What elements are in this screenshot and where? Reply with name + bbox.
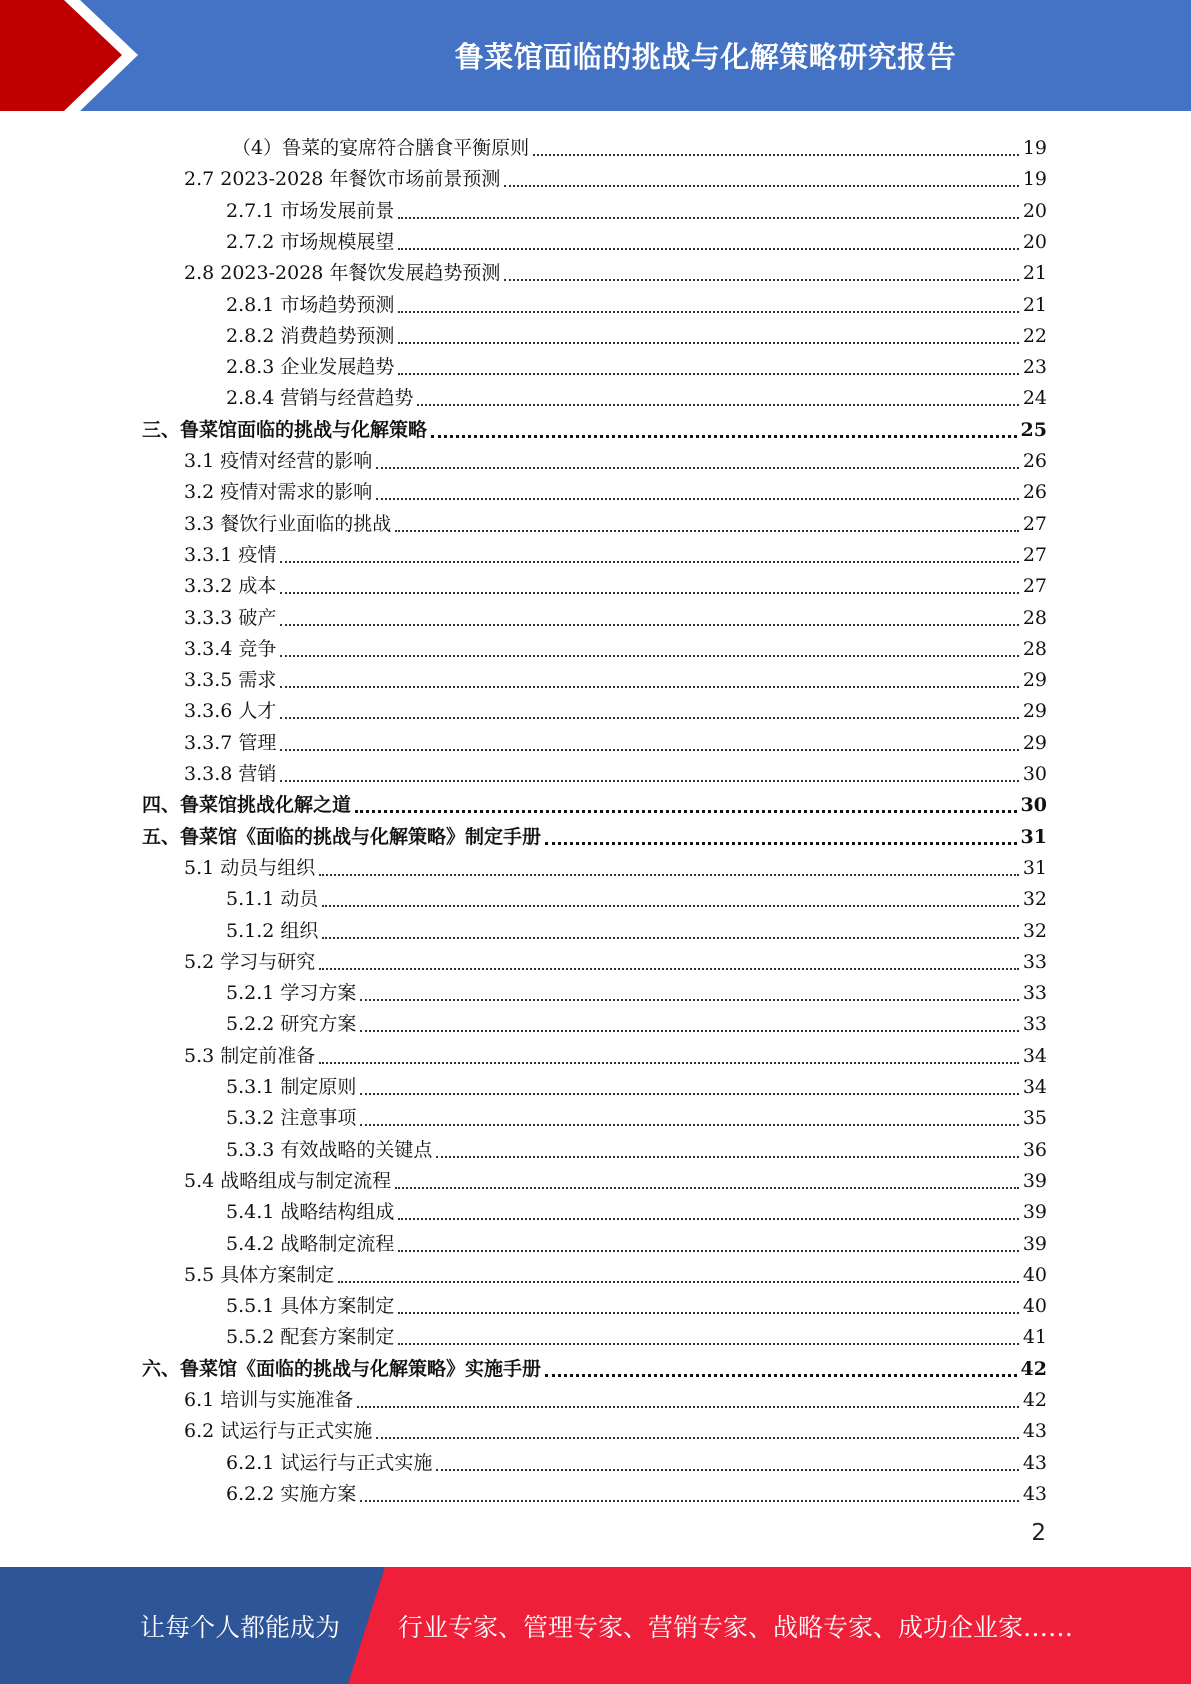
toc-entry-page: 30 bbox=[1020, 794, 1047, 817]
toc-dot-leader bbox=[376, 498, 1019, 500]
toc-entry-page: 19 bbox=[1022, 137, 1047, 159]
toc-dot-leader bbox=[360, 1030, 1018, 1032]
toc-entry-label: 五、鲁菜馆《面临的挑战与化解策略》制定手册 bbox=[142, 825, 542, 848]
toc-dot-leader bbox=[398, 311, 1018, 313]
toc-entry-label: 5.2.2 研究方案 bbox=[226, 1013, 357, 1036]
toc-dot-leader bbox=[360, 1500, 1018, 1502]
toc-entry-page: 25 bbox=[1020, 418, 1047, 441]
toc-entry-label: 2.8.2 消费趋势预测 bbox=[226, 324, 395, 347]
toc-entry-label: 3.3.7 管理 bbox=[184, 731, 277, 754]
toc-dot-leader bbox=[360, 999, 1018, 1001]
toc-entry[interactable] bbox=[232, 128, 1047, 159]
toc-entry-label: 5.4.1 战略结构组成 bbox=[226, 1201, 395, 1224]
toc-entry[interactable] bbox=[226, 378, 1047, 409]
toc-dot-leader bbox=[398, 1218, 1018, 1220]
toc-entry-page: 29 bbox=[1022, 669, 1047, 692]
toc-entry-page: 42 bbox=[1020, 1357, 1047, 1380]
toc-entry-label: 5.2 学习与研究 bbox=[184, 950, 316, 973]
toc-entry-page: 32 bbox=[1022, 888, 1047, 911]
toc-entry-label: （4）鲁菜的宴席符合膳食平衡原则 bbox=[232, 137, 530, 159]
toc-dot-leader bbox=[398, 1250, 1018, 1252]
toc-entry[interactable] bbox=[226, 1224, 1047, 1255]
toc-entry-page: 34 bbox=[1022, 1044, 1047, 1067]
toc-entry-label: 2.8.4 营销与经营趋势 bbox=[226, 387, 414, 410]
toc-entry-label: 3.3 餐饮行业面临的挑战 bbox=[184, 512, 392, 535]
toc-entry-page: 19 bbox=[1022, 168, 1047, 191]
toc-entry-label: 6.2.1 试运行与正式实施 bbox=[226, 1451, 433, 1474]
toc-entry[interactable] bbox=[226, 1067, 1047, 1098]
toc-entry[interactable] bbox=[142, 1349, 1047, 1380]
toc-entry-page: 31 bbox=[1020, 825, 1047, 848]
header-arrow-decoration bbox=[0, 0, 150, 111]
toc-entry-label: 3.3.5 需求 bbox=[184, 669, 277, 692]
toc-dot-leader bbox=[360, 1124, 1018, 1126]
toc-dot-leader bbox=[545, 842, 1017, 845]
toc-entry-page: 41 bbox=[1022, 1326, 1047, 1349]
toc-dot-leader bbox=[398, 1343, 1018, 1345]
toc-entry-label: 3.2 疫情对需求的影响 bbox=[184, 481, 373, 504]
toc-entry-page: 28 bbox=[1022, 637, 1047, 660]
toc-entry[interactable] bbox=[184, 472, 1047, 503]
toc-entry[interactable] bbox=[184, 723, 1047, 754]
toc-entry-page: 35 bbox=[1022, 1107, 1047, 1130]
page-header bbox=[0, 0, 1191, 111]
toc-dot-leader bbox=[280, 624, 1018, 626]
toc-dot-leader bbox=[417, 404, 1018, 406]
toc-entry-page: 43 bbox=[1022, 1482, 1047, 1505]
toc-entry[interactable] bbox=[226, 1130, 1047, 1161]
toc-entry-page: 22 bbox=[1022, 324, 1047, 347]
toc-entry-page: 31 bbox=[1022, 856, 1047, 879]
toc-dot-leader bbox=[398, 1312, 1018, 1314]
toc-entry-page: 43 bbox=[1022, 1420, 1047, 1443]
toc-entry-label: 2.8.1 市场趋势预测 bbox=[226, 293, 395, 316]
toc-dot-leader bbox=[376, 1437, 1019, 1439]
toc-dot-leader bbox=[398, 217, 1018, 219]
toc-dot-leader bbox=[280, 561, 1018, 563]
toc-entry-label: 5.5.2 配套方案制定 bbox=[226, 1326, 395, 1349]
toc-entry[interactable] bbox=[184, 691, 1047, 722]
toc-entry[interactable] bbox=[226, 911, 1047, 942]
toc-entry[interactable] bbox=[226, 1474, 1047, 1505]
toc-entry-page: 39 bbox=[1022, 1169, 1047, 1192]
toc-entry-page: 26 bbox=[1022, 450, 1047, 472]
toc-dot-leader bbox=[545, 1374, 1017, 1377]
toc-entry-label: 6.1 培训与实施准备 bbox=[184, 1389, 354, 1411]
toc-entry[interactable] bbox=[184, 1255, 1047, 1286]
toc-dot-leader bbox=[398, 373, 1018, 375]
toc-dot-leader bbox=[436, 1156, 1018, 1158]
toc-dot-leader bbox=[398, 248, 1018, 250]
toc-entry[interactable] bbox=[184, 253, 1047, 284]
toc-entry-label: 2.7.2 市场规模展望 bbox=[226, 230, 395, 253]
toc-entry-label: 5.3.3 有效战略的关键点 bbox=[226, 1138, 433, 1161]
toc-entry-page: 39 bbox=[1022, 1201, 1047, 1224]
toc-entry[interactable] bbox=[226, 973, 1047, 1004]
toc-entry[interactable] bbox=[184, 504, 1047, 535]
toc-entry-page: 20 bbox=[1022, 199, 1047, 222]
toc-dot-leader bbox=[280, 749, 1018, 751]
toc-dot-leader bbox=[436, 1469, 1018, 1471]
toc-dot-leader bbox=[319, 874, 1019, 876]
toc-dot-leader bbox=[338, 1281, 1019, 1283]
toc-entry[interactable] bbox=[184, 1161, 1047, 1192]
page-number: 2 bbox=[1031, 1520, 1046, 1546]
toc-dot-leader bbox=[504, 279, 1018, 281]
toc-entry-label: 5.2.1 学习方案 bbox=[226, 982, 357, 1005]
toc-entry-page: 27 bbox=[1022, 512, 1047, 535]
toc-entry-page: 39 bbox=[1022, 1232, 1047, 1255]
toc-entry-page: 40 bbox=[1022, 1295, 1047, 1318]
toc-entry-label: 2.7 2023-2028 年餐饮市场前景预测 bbox=[184, 168, 501, 191]
toc-entry-label: 5.5.1 具体方案制定 bbox=[226, 1295, 395, 1318]
toc-dot-leader bbox=[280, 592, 1018, 594]
toc-entry[interactable] bbox=[184, 535, 1047, 566]
toc-entry[interactable] bbox=[184, 754, 1047, 785]
toc-entry-page: 27 bbox=[1022, 543, 1047, 566]
toc-entry-label: 5.4.2 战略制定流程 bbox=[226, 1232, 395, 1255]
toc-entry[interactable] bbox=[226, 347, 1047, 378]
toc-entry[interactable] bbox=[226, 1004, 1047, 1035]
footer-slogan-left: 让每个人都能成为 bbox=[140, 1612, 341, 1642]
toc-entry[interactable] bbox=[184, 942, 1047, 973]
document-title: 鲁菜馆面临的挑战与化解策略研究报告 bbox=[454, 40, 957, 74]
toc-dot-leader bbox=[533, 154, 1019, 156]
toc-entry-label: 3.3.4 竞争 bbox=[184, 637, 277, 660]
toc-dot-leader bbox=[319, 1062, 1019, 1064]
toc-entry-label: 5.1 动员与组织 bbox=[184, 856, 316, 879]
toc-entry[interactable] bbox=[184, 566, 1047, 597]
toc-entry-page: 28 bbox=[1022, 606, 1047, 629]
toc-entry[interactable] bbox=[226, 1192, 1047, 1223]
toc-entry[interactable] bbox=[226, 879, 1047, 910]
toc-entry-page: 30 bbox=[1022, 763, 1047, 785]
toc-entry-label: 2.7.1 市场发展前景 bbox=[226, 199, 395, 222]
toc-entry-label: 5.5 具体方案制定 bbox=[184, 1263, 335, 1286]
toc-entry-label: 3.3.2 成本 bbox=[184, 575, 277, 598]
toc-entry-page: 33 bbox=[1022, 982, 1047, 1005]
toc-entry-page: 32 bbox=[1022, 919, 1047, 942]
toc-entry-page: 26 bbox=[1022, 481, 1047, 504]
toc-entry[interactable] bbox=[226, 1317, 1047, 1348]
toc-entry-page: 21 bbox=[1022, 262, 1047, 285]
toc-entry[interactable] bbox=[184, 441, 1047, 472]
toc-entry-label: 3.3.1 疫情 bbox=[184, 543, 277, 566]
toc-entry[interactable] bbox=[184, 1380, 1047, 1411]
toc-entry[interactable] bbox=[226, 316, 1047, 347]
toc-entry-label: 5.3 制定前准备 bbox=[184, 1044, 316, 1067]
toc-entry-page: 20 bbox=[1022, 230, 1047, 253]
toc-entry[interactable] bbox=[184, 848, 1047, 879]
toc-entry[interactable] bbox=[184, 1411, 1047, 1442]
toc-dot-leader bbox=[376, 467, 1019, 469]
toc-entry[interactable] bbox=[142, 817, 1047, 848]
toc-entry[interactable] bbox=[184, 598, 1047, 629]
toc-entry-page: 21 bbox=[1022, 293, 1047, 316]
toc-dot-leader bbox=[280, 655, 1018, 657]
toc-dot-leader bbox=[395, 1187, 1019, 1189]
toc-dot-leader bbox=[322, 905, 1018, 907]
toc-dot-leader bbox=[319, 968, 1019, 970]
toc-entry-label: 3.3.6 人才 bbox=[184, 700, 277, 723]
toc-entry-label: 四、鲁菜馆挑战化解之道 bbox=[142, 794, 352, 817]
toc-entry-label: 六、鲁菜馆《面临的挑战与化解策略》实施手册 bbox=[142, 1357, 542, 1380]
toc-entry-page: 34 bbox=[1022, 1076, 1047, 1098]
toc-entry[interactable] bbox=[226, 1098, 1047, 1129]
page-footer bbox=[0, 1567, 1191, 1684]
toc-entry-label: 3.1 疫情对经营的影响 bbox=[184, 450, 373, 472]
toc-entry-page: 42 bbox=[1022, 1389, 1047, 1411]
toc-entry[interactable] bbox=[226, 222, 1047, 253]
toc-entry-page: 24 bbox=[1022, 387, 1047, 410]
toc-entry[interactable] bbox=[142, 410, 1047, 441]
toc-entry-label: 6.2.2 实施方案 bbox=[226, 1482, 357, 1505]
toc-dot-leader bbox=[431, 435, 1017, 438]
toc-entry[interactable] bbox=[226, 1286, 1047, 1317]
toc-entry-label: 3.3.8 营销 bbox=[184, 763, 277, 785]
toc-entry-label: 2.8 2023-2028 年餐饮发展趋势预测 bbox=[184, 262, 501, 285]
toc-entry[interactable] bbox=[184, 660, 1047, 691]
toc-entry-label: 5.4 战略组成与制定流程 bbox=[184, 1169, 392, 1192]
toc-entry[interactable] bbox=[226, 285, 1047, 316]
toc-entry[interactable] bbox=[226, 1443, 1047, 1474]
toc-entry-page: 40 bbox=[1022, 1263, 1047, 1286]
toc-dot-leader bbox=[280, 780, 1018, 782]
toc-entry-page: 36 bbox=[1022, 1138, 1047, 1161]
toc-entry-label: 5.1.2 组织 bbox=[226, 919, 319, 942]
toc-dot-leader bbox=[504, 185, 1018, 187]
toc-entry[interactable] bbox=[184, 1036, 1047, 1067]
toc-dot-leader bbox=[395, 530, 1019, 532]
toc-dot-leader bbox=[322, 937, 1018, 939]
toc-entry-page: 33 bbox=[1022, 1013, 1047, 1036]
footer-slogan-right: 行业专家、管理专家、营销专家、战略专家、成功企业家…… bbox=[398, 1612, 1074, 1642]
toc-entry-page: 23 bbox=[1022, 356, 1047, 379]
toc-entry-label: 2.8.3 企业发展趋势 bbox=[226, 356, 395, 379]
toc-dot-leader bbox=[355, 810, 1017, 813]
toc-entry-label: 三、鲁菜馆面临的挑战与化解策略 bbox=[142, 418, 428, 441]
toc-entry[interactable] bbox=[142, 785, 1047, 816]
toc-entry-page: 27 bbox=[1022, 575, 1047, 598]
toc-entry[interactable] bbox=[184, 159, 1047, 190]
toc-entry-label: 3.3.3 破产 bbox=[184, 606, 277, 629]
toc-dot-leader bbox=[360, 1093, 1018, 1095]
toc-entry-page: 43 bbox=[1022, 1451, 1047, 1474]
toc-entry-label: 6.2 试运行与正式实施 bbox=[184, 1420, 373, 1443]
toc-dot-leader bbox=[280, 717, 1018, 719]
toc-entry-label: 5.3.2 注意事项 bbox=[226, 1107, 357, 1130]
toc-dot-leader bbox=[280, 686, 1018, 688]
toc-entry[interactable] bbox=[226, 191, 1047, 222]
toc-entry-label: 5.1.1 动员 bbox=[226, 888, 319, 911]
toc-dot-leader bbox=[357, 1406, 1019, 1408]
toc-entry[interactable] bbox=[184, 629, 1047, 660]
toc-entry-page: 29 bbox=[1022, 731, 1047, 754]
toc-entry-label: 5.3.1 制定原则 bbox=[226, 1076, 357, 1098]
toc-dot-leader bbox=[398, 342, 1018, 344]
toc-entry-page: 29 bbox=[1022, 700, 1047, 723]
toc-entry-page: 33 bbox=[1022, 950, 1047, 973]
